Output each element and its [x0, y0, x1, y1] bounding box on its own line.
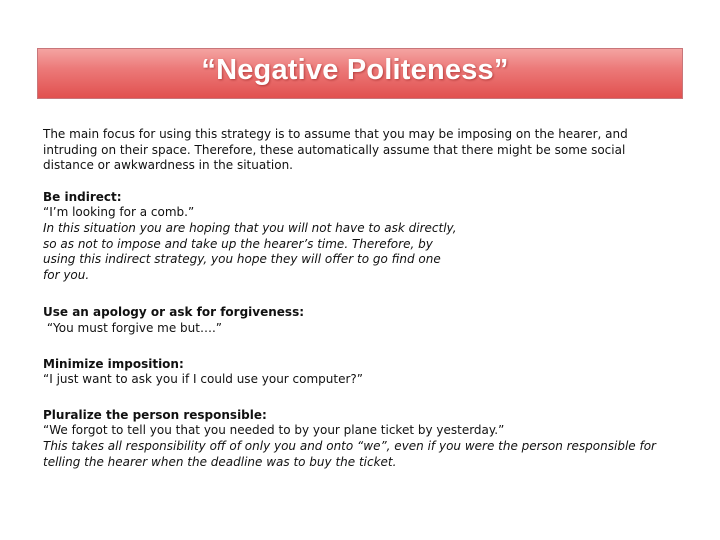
section-example: “I just want to ask you if I could use your computer?” — [43, 372, 364, 387]
section-explanation-line: for you. — [43, 267, 90, 282]
section-explanation-line: In this situation you are hoping that you will not have to ask directly, — [43, 220, 457, 235]
section-heading: Use an apology or ask for forgiveness: — [43, 305, 305, 320]
section-pluralize — [43, 408, 673, 470]
slide-title: “Negative Politeness” — [201, 54, 509, 86]
section-example: “You must forgive me but….” — [43, 320, 222, 335]
intro-line: distance or awkwardness in the situation. — [43, 158, 293, 173]
section-apology — [43, 305, 673, 336]
slide-body — [43, 127, 673, 486]
intro-paragraph — [43, 127, 673, 174]
intro-line: intruding on their space. Therefore, these automatically assume that there might be some social — [43, 142, 626, 157]
section-heading: Minimize imposition: — [43, 356, 184, 371]
section-example: “We forgot to tell you that you needed to by your plane ticket by yesterday.” — [43, 423, 505, 438]
section-example: “I’m looking for a comb.” — [43, 205, 195, 220]
section-heading: Pluralize the person responsible: — [43, 407, 267, 422]
section-be-indirect — [43, 190, 673, 284]
section-explanation-line: telling the hearer when the deadline was to buy the ticket. — [43, 454, 397, 469]
section-explanation-line: so as not to impose and take up the hearer’s time. Therefore, by — [43, 236, 433, 251]
section-explanation-line: using this indirect strategy, you hope they will offer to go find one — [43, 252, 441, 267]
intro-line: The main focus for using this strategy is to assume that you may be imposing on the hearer, and — [43, 127, 628, 141]
title-banner — [37, 48, 683, 99]
section-minimize-imposition — [43, 357, 673, 388]
section-heading: Be indirect: — [43, 189, 122, 204]
section-explanation-line: This takes all responsibility off of only you and onto “we”, even if you were the person responsible for — [43, 438, 656, 453]
